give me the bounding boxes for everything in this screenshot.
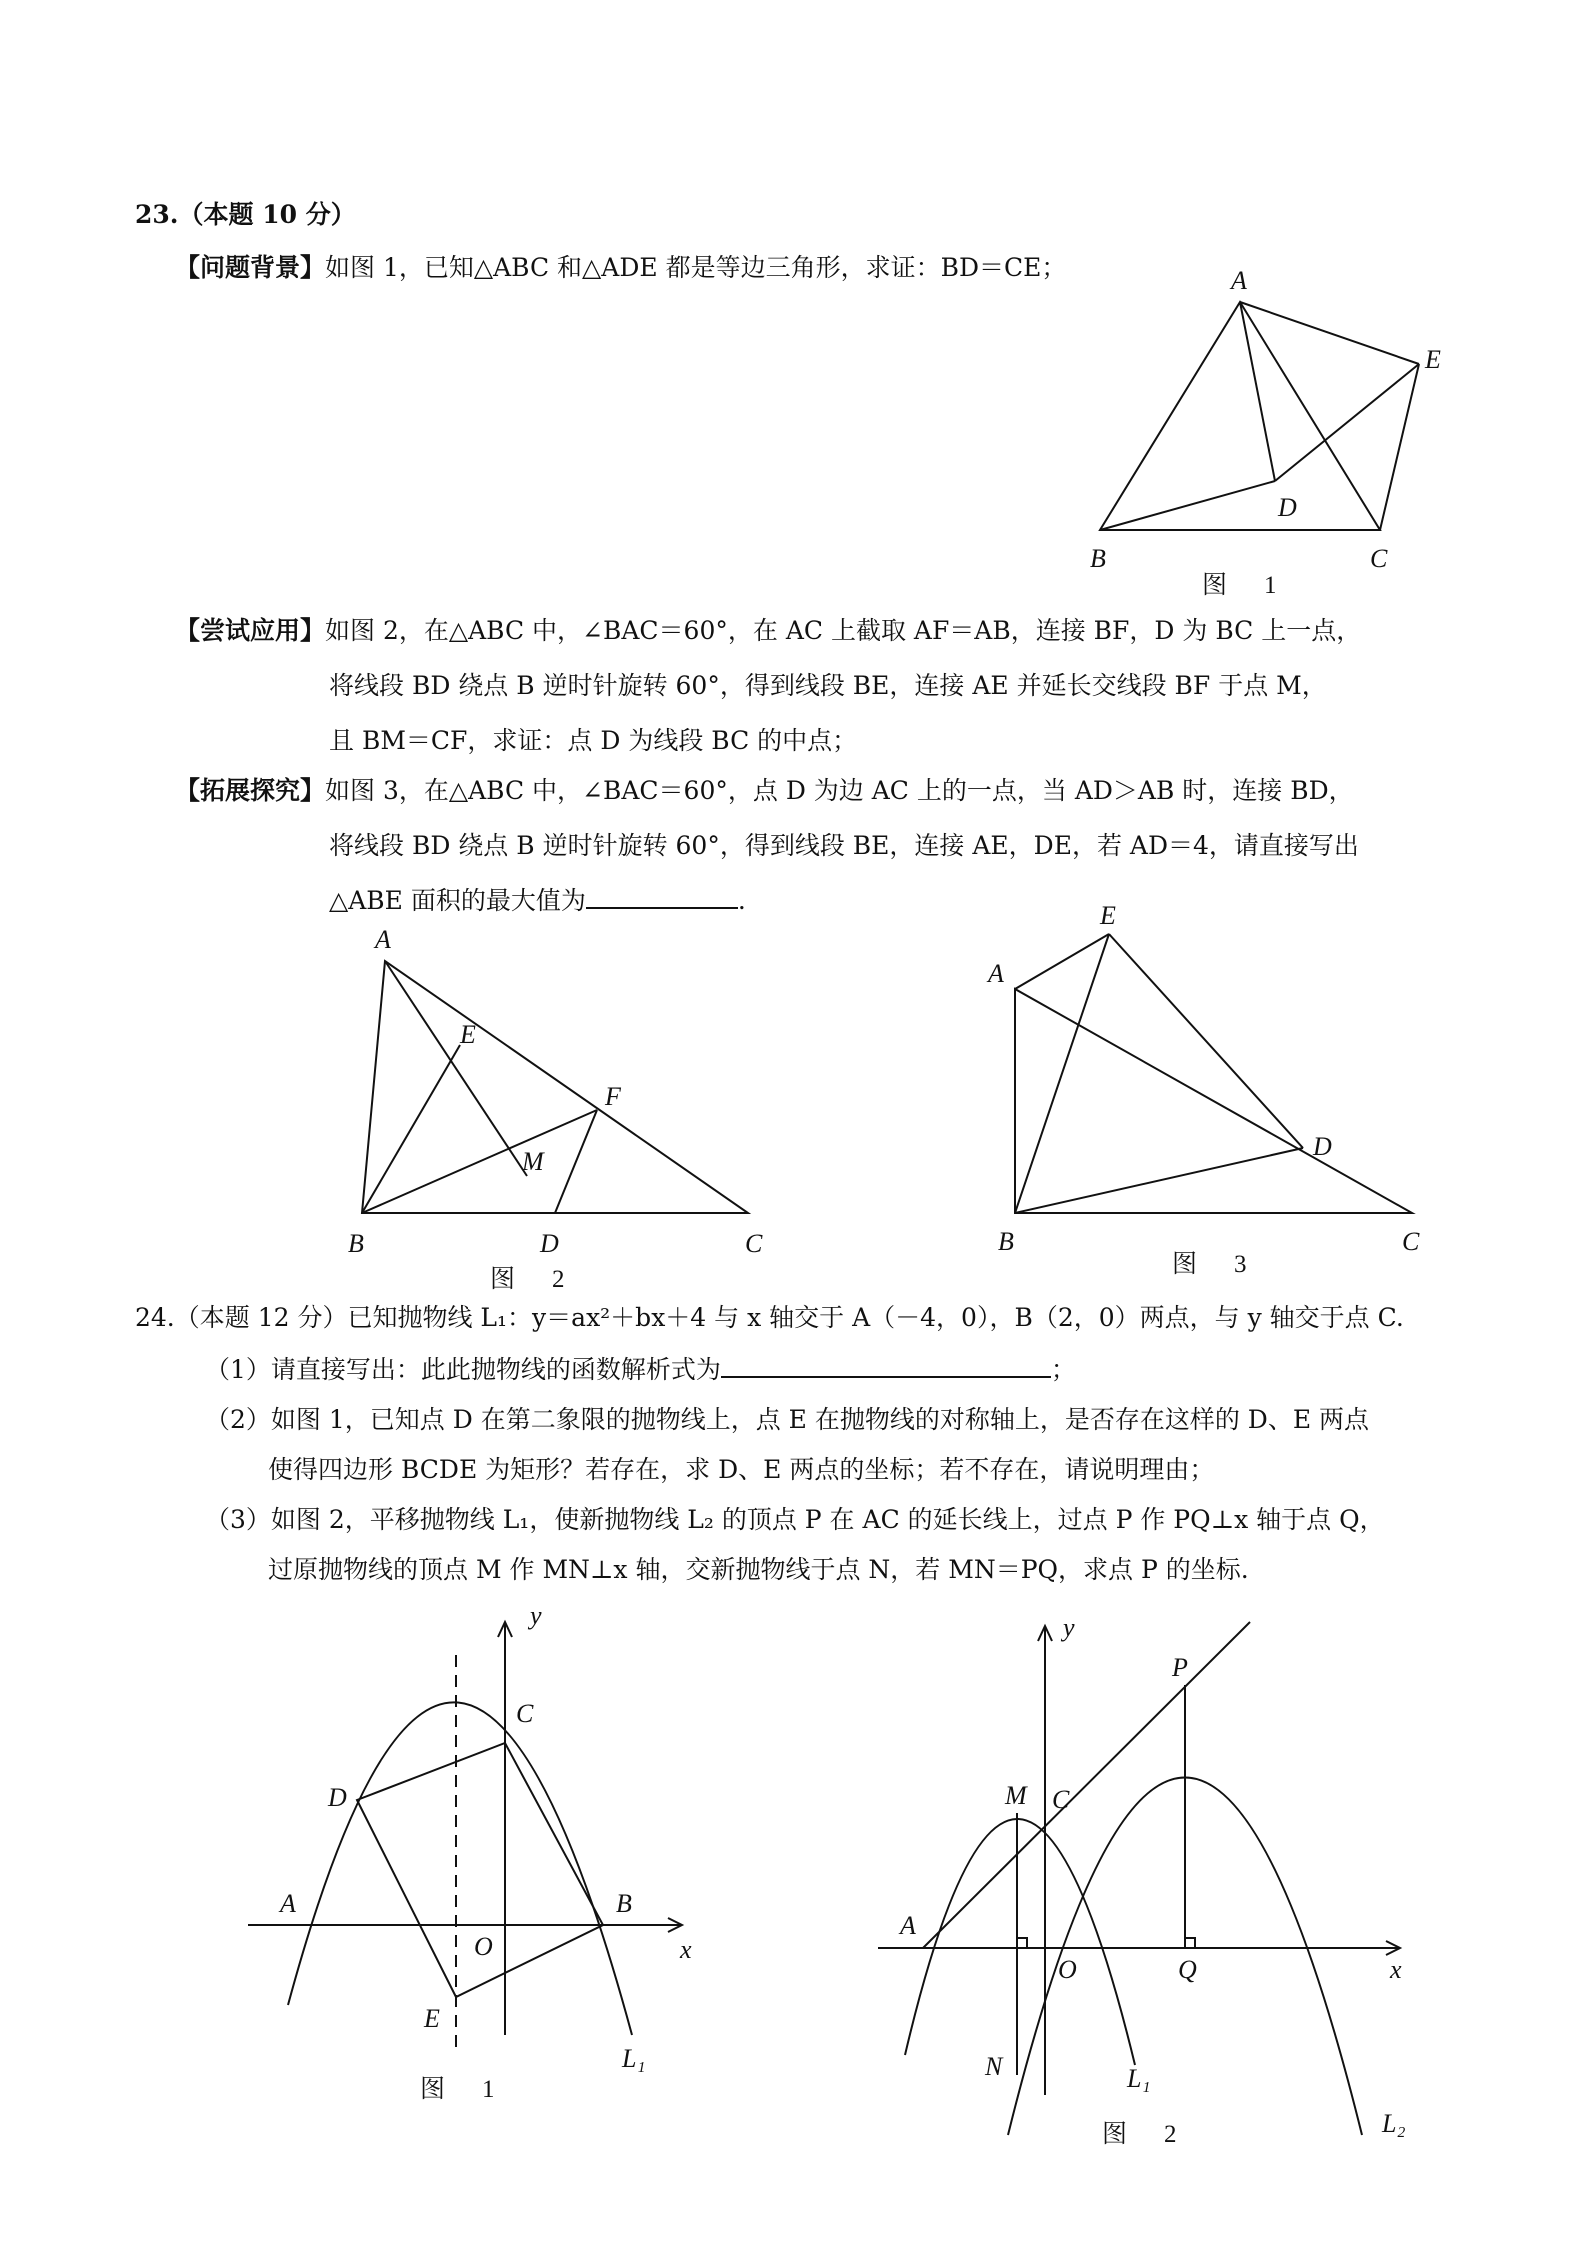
label-B: B xyxy=(348,1229,364,1258)
label-D: D xyxy=(1313,1132,1332,1161)
q24-part2-line1: （2）如图 1，已知点 D 在第二象限的抛物线上，点 E 在抛物线的对称轴上，是否存在这样的 D、E 两点 xyxy=(205,1405,1370,1434)
fig1-caption: 图 1 xyxy=(420,2076,501,2103)
label-D: D xyxy=(328,1783,347,1812)
q24-part3-line1: （3）如图 2，平移抛物线 L₁，使新抛物线 L₂ 的顶点 P 在 AC 的延长线上，过点 P 作 PQ⊥x 轴于点 Q， xyxy=(205,1505,1385,1534)
q23-part2-line3: 且 BM＝CF，求证：点 D 为线段 BC 的中点； xyxy=(329,726,858,755)
fig2-caption: 图 2 xyxy=(490,1266,571,1293)
q23-part3-line3: △ABE 面积的最大值为 . xyxy=(329,886,746,915)
label-P: P xyxy=(1172,1653,1188,1682)
label-M: M xyxy=(1005,1781,1027,1810)
q23-part3-tag: 【拓展探究】 xyxy=(175,776,326,805)
q24-header: 24.（本题 12 分）已知抛物线 L₁：y＝ax²＋bx＋4 与 x 轴交于 A（－4，0），B（2，0）两点，与 y 轴交于点 C. xyxy=(135,1303,1404,1332)
q23-part3-line1: 【拓展探究】如图 3，在△ABC 中，∠BAC＝60°，点 D 为边 AC 上的一点，当 AD＞AB 时，连接 BD， xyxy=(175,776,1354,805)
q23-part3-line2: 将线段 BD 绕点 B 逆时针旋转 60°，得到线段 BE，连接 AE，DE，若 AD＝4，请直接写出 xyxy=(329,831,1359,860)
q23-part1-tag: 【问题背景】 xyxy=(175,253,326,282)
axis-y-label: y xyxy=(1063,1613,1075,1642)
label-D: D xyxy=(540,1229,559,1258)
label-C: C xyxy=(1370,544,1388,573)
label-A: A xyxy=(280,1889,296,1918)
q24-part1: （1）请直接写出：此此抛物线的函数解析式为 ； xyxy=(205,1355,1076,1384)
q24-part3-line2: 过原抛物线的顶点 M 作 MN⊥x 轴，交新抛物线于点 N，若 MN＝PQ，求点 P 的坐标. xyxy=(268,1555,1249,1584)
label-O: O xyxy=(1058,1955,1077,1984)
fig3-caption: 图 3 xyxy=(1172,1251,1253,1278)
label-E: E xyxy=(424,2004,440,2033)
axis-x-label: x xyxy=(1390,1955,1402,1984)
label-B: B xyxy=(616,1889,632,1918)
parabola-L1 xyxy=(905,1819,1135,2065)
label-N: N xyxy=(985,2052,1003,2081)
q23-figure-1 xyxy=(1080,260,1460,605)
q23-part1 xyxy=(175,253,1066,283)
label-A: A xyxy=(1231,266,1247,295)
fig1-caption: 图 1 xyxy=(1202,572,1283,599)
label-M: M xyxy=(522,1147,544,1176)
parabola-L1 xyxy=(288,1702,632,2035)
q24-part2-line2: 使得四边形 BCDE 为矩形？若存在，求 D、E 两点的坐标；若不存在，请说明理由； xyxy=(268,1455,1215,1484)
label-E: E xyxy=(460,1020,476,1049)
label-L1: L₁ xyxy=(622,2044,646,2073)
label-L2: L₂ xyxy=(1382,2109,1406,2138)
label-E: E xyxy=(1425,345,1441,374)
q23-figure-3 xyxy=(980,890,1450,1280)
label-F: F xyxy=(605,1082,621,1111)
label-O: O xyxy=(474,1932,493,1961)
label-E: E xyxy=(1100,901,1116,930)
fig2-caption: 图 2 xyxy=(1102,2121,1183,2148)
label-C: C xyxy=(1402,1227,1420,1256)
q23-part2-line2: 将线段 BD 绕点 B 逆时针旋转 60°，得到线段 BE，连接 AE 并延长交线段 BF 于点 M， xyxy=(329,671,1327,700)
q23-header: 23.（本题 10 分） xyxy=(135,200,356,229)
q23-part2-tag: 【尝试应用】 xyxy=(175,616,326,645)
label-A: A xyxy=(375,925,391,954)
label-D: D xyxy=(1278,493,1297,522)
label-A: A xyxy=(988,959,1004,988)
axis-y-label: y xyxy=(530,1601,542,1630)
q23-part2-line1: 【尝试应用】如图 2，在△ABC 中，∠BAC＝60°，在 AC 上截取 AF＝AB，连接 BF，D 为 BC 上一点， xyxy=(175,616,1362,645)
label-C: C xyxy=(745,1229,763,1258)
label-B: B xyxy=(1090,544,1106,573)
q24-figure-1 xyxy=(240,1601,720,2120)
q23-part1-text: 如图 1，已知△ABC 和△ADE 都是等边三角形，求证：BD＝CE； xyxy=(325,253,1067,282)
answer-blank-expression[interactable] xyxy=(721,1356,1051,1378)
label-A: A xyxy=(900,1911,916,1940)
q24-figure-2 xyxy=(870,1610,1430,2150)
label-B: B xyxy=(998,1227,1014,1256)
label-C: C xyxy=(1052,1785,1070,1814)
q23-figure-2 xyxy=(340,920,790,1293)
label-C: C xyxy=(516,1699,534,1728)
label-L1: L₁ xyxy=(1127,2064,1151,2093)
answer-blank-area[interactable] xyxy=(586,887,738,909)
axis-x-label: x xyxy=(680,1935,692,1964)
label-Q: Q xyxy=(1178,1955,1197,1984)
